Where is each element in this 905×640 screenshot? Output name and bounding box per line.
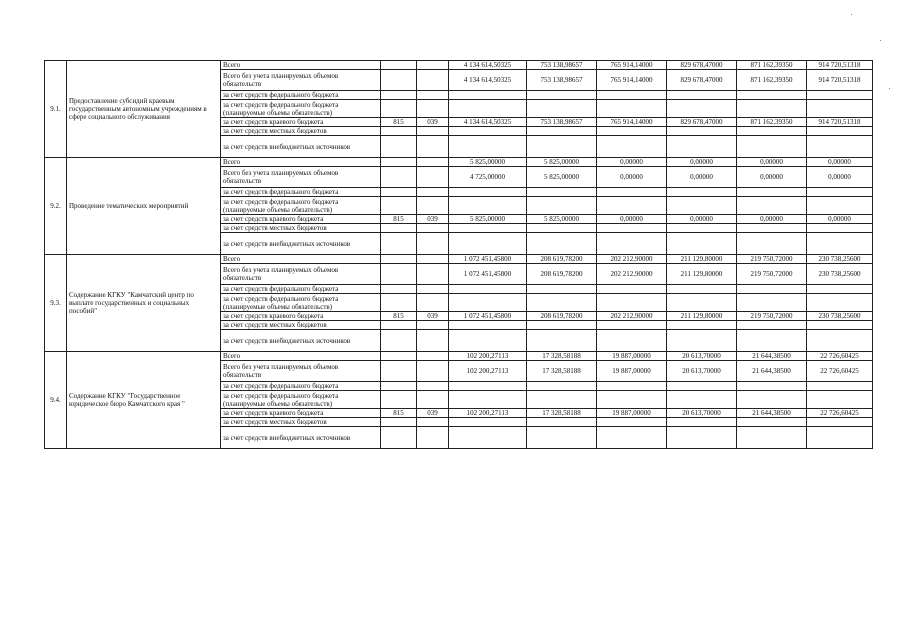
year-amount-cell — [737, 321, 807, 330]
program-code — [417, 321, 449, 330]
program-code: 039 — [417, 215, 449, 224]
year-amount-cell — [667, 294, 737, 312]
table-row — [45, 158, 873, 167]
year-amount-cell: 21 644,38500 — [737, 352, 807, 361]
year-amount-cell — [597, 427, 667, 449]
grbs-code — [381, 91, 417, 100]
total-amount-cell: 4 725,00000 — [449, 167, 527, 188]
year-amount-cell — [597, 136, 667, 158]
year-amount-cell: 19 887,00000 — [597, 409, 667, 418]
year-amount-cell — [807, 100, 873, 118]
block-name: Проведение тематических мероприятий — [67, 158, 221, 255]
total-amount-cell — [449, 294, 527, 312]
year-amount-cell: 230 738,25600 — [807, 255, 873, 264]
grbs-code — [381, 188, 417, 197]
funding-source-label: за счет средств краевого бюджета — [221, 312, 381, 321]
year-amount-cell: 219 750,72000 — [737, 312, 807, 321]
year-amount-cell: 211 129,80000 — [667, 255, 737, 264]
year-amount-cell — [527, 427, 597, 449]
year-amount-cell — [667, 382, 737, 391]
total-amount-cell — [449, 427, 527, 449]
year-amount-cell — [737, 294, 807, 312]
funding-source-label: Всего без учета планируемых объемов обязательств — [221, 361, 381, 382]
year-amount-cell — [527, 197, 597, 215]
total-amount-cell — [449, 233, 527, 255]
year-amount-cell — [737, 382, 807, 391]
funding-source-label: за счет средств федерального бюджета (планируемые объемы обязательств) — [221, 294, 381, 312]
year-amount-cell — [737, 233, 807, 255]
grbs-code — [381, 61, 417, 70]
scan-speck — [880, 40, 881, 41]
year-amount-cell: 5 825,00000 — [527, 215, 597, 224]
year-amount-cell: 871 162,39350 — [737, 61, 807, 70]
block-name: Содержание КГКУ "Камчатский центр по выплате государственных и социальных пособий" — [67, 255, 221, 352]
year-amount-cell — [807, 188, 873, 197]
program-code — [417, 158, 449, 167]
program-code — [417, 136, 449, 158]
year-amount-cell — [527, 391, 597, 409]
year-amount-cell — [807, 91, 873, 100]
year-amount-cell — [807, 285, 873, 294]
year-amount-cell — [807, 321, 873, 330]
program-code — [417, 264, 449, 285]
program-code: 039 — [417, 409, 449, 418]
grbs-code — [381, 167, 417, 188]
funding-source-label: за счет средств внебюджетных источников — [221, 136, 381, 158]
program-code — [417, 285, 449, 294]
year-amount-cell: 219 750,72000 — [737, 264, 807, 285]
year-amount-cell: 19 887,00000 — [597, 361, 667, 382]
year-amount-cell — [737, 136, 807, 158]
year-amount-cell: 208 619,78200 — [527, 312, 597, 321]
grbs-code: 815 — [381, 312, 417, 321]
total-amount-cell: 1 072 451,45800 — [449, 264, 527, 285]
funding-source-label: за счет средств федерального бюджета (планируемые объемы обязательств) — [221, 197, 381, 215]
year-amount-cell: 0,00000 — [807, 167, 873, 188]
program-code — [417, 418, 449, 427]
total-amount-cell — [449, 382, 527, 391]
year-amount-cell — [737, 330, 807, 352]
total-amount-cell: 4 134 614,50325 — [449, 70, 527, 91]
grbs-code — [381, 158, 417, 167]
year-amount-cell — [807, 136, 873, 158]
year-amount-cell — [737, 197, 807, 215]
year-amount-cell — [807, 427, 873, 449]
total-amount-cell — [449, 391, 527, 409]
total-amount-cell: 5 825,00000 — [449, 158, 527, 167]
year-amount-cell — [807, 197, 873, 215]
total-amount-cell: 4 134 614,50325 — [449, 61, 527, 70]
grbs-code: 815 — [381, 118, 417, 127]
year-amount-cell — [667, 427, 737, 449]
funding-source-label: за счет средств местных бюджетов — [221, 224, 381, 233]
grbs-code — [381, 294, 417, 312]
year-amount-cell — [667, 321, 737, 330]
program-code — [417, 255, 449, 264]
year-amount-cell — [667, 233, 737, 255]
funding-source-label: за счет средств местных бюджетов — [221, 321, 381, 330]
year-amount-cell — [737, 100, 807, 118]
grbs-code — [381, 224, 417, 233]
year-amount-cell: 208 619,78200 — [527, 264, 597, 285]
year-amount-cell: 914 720,51318 — [807, 70, 873, 91]
year-amount-cell — [527, 418, 597, 427]
year-amount-cell — [597, 294, 667, 312]
block-code: 9.4. — [45, 352, 67, 449]
funding-source-label: за счет средств федерального бюджета (планируемые объемы обязательств) — [221, 391, 381, 409]
grbs-code — [381, 321, 417, 330]
year-amount-cell: 17 328,58188 — [527, 361, 597, 382]
year-amount-cell: 22 726,60425 — [807, 352, 873, 361]
block-code: 9.3. — [45, 255, 67, 352]
year-amount-cell: 20 613,70000 — [667, 361, 737, 382]
year-amount-cell — [667, 136, 737, 158]
total-amount-cell — [449, 418, 527, 427]
total-amount-cell: 5 825,00000 — [449, 215, 527, 224]
year-amount-cell: 0,00000 — [597, 215, 667, 224]
funding-source-label: за счет средств федерального бюджета — [221, 91, 381, 100]
block-name: Содержание КГКУ "Государственное юридическое бюро Камчатского края " — [67, 352, 221, 449]
year-amount-cell — [597, 391, 667, 409]
year-amount-cell — [597, 188, 667, 197]
funding-source-label: за счет средств федерального бюджета — [221, 285, 381, 294]
program-code — [417, 61, 449, 70]
year-amount-cell — [667, 91, 737, 100]
funding-source-label: за счет средств внебюджетных источников — [221, 427, 381, 449]
total-amount-cell: 102 200,27113 — [449, 409, 527, 418]
grbs-code — [381, 361, 417, 382]
year-amount-cell: 0,00000 — [807, 158, 873, 167]
total-amount-cell — [449, 91, 527, 100]
year-amount-cell — [667, 391, 737, 409]
year-amount-cell — [737, 391, 807, 409]
grbs-code — [381, 330, 417, 352]
funding-source-label: Всего без учета планируемых объемов обязательств — [221, 70, 381, 91]
year-amount-cell — [667, 188, 737, 197]
year-amount-cell: 22 726,60425 — [807, 361, 873, 382]
year-amount-cell — [807, 391, 873, 409]
program-code — [417, 100, 449, 118]
total-amount-cell — [449, 285, 527, 294]
total-amount-cell — [449, 330, 527, 352]
year-amount-cell: 0,00000 — [597, 167, 667, 188]
year-amount-cell — [737, 127, 807, 136]
table-row — [45, 255, 873, 264]
total-amount-cell — [449, 188, 527, 197]
grbs-code — [381, 197, 417, 215]
total-amount-cell: 102 200,27113 — [449, 361, 527, 382]
total-amount-cell: 1 072 451,45800 — [449, 255, 527, 264]
year-amount-cell: 765 914,14000 — [597, 61, 667, 70]
program-code — [417, 233, 449, 255]
funding-source-label: за счет средств внебюджетных источников — [221, 233, 381, 255]
year-amount-cell — [667, 127, 737, 136]
program-code — [417, 361, 449, 382]
year-amount-cell — [807, 382, 873, 391]
year-amount-cell: 21 644,38500 — [737, 361, 807, 382]
grbs-code — [381, 264, 417, 285]
year-amount-cell — [527, 321, 597, 330]
year-amount-cell: 20 613,70000 — [667, 409, 737, 418]
grbs-code — [381, 418, 417, 427]
year-amount-cell — [667, 197, 737, 215]
year-amount-cell: 20 613,70000 — [667, 352, 737, 361]
year-amount-cell: 17 328,58188 — [527, 352, 597, 361]
grbs-code — [381, 100, 417, 118]
year-amount-cell: 5 825,00000 — [527, 158, 597, 167]
year-amount-cell: 871 162,39350 — [737, 70, 807, 91]
year-amount-cell — [597, 197, 667, 215]
scan-speck — [889, 88, 890, 89]
program-code: 039 — [417, 312, 449, 321]
funding-source-label: за счет средств местных бюджетов — [221, 418, 381, 427]
year-amount-cell — [737, 224, 807, 233]
funding-source-label: за счет средств внебюджетных источников — [221, 330, 381, 352]
year-amount-cell: 0,00000 — [667, 167, 737, 188]
year-amount-cell: 914 720,51318 — [807, 61, 873, 70]
year-amount-cell: 829 678,47000 — [667, 61, 737, 70]
year-amount-cell — [597, 91, 667, 100]
funding-source-label: за счет средств краевого бюджета — [221, 118, 381, 127]
year-amount-cell: 230 738,25600 — [807, 312, 873, 321]
year-amount-cell — [597, 418, 667, 427]
year-amount-cell: 765 914,14000 — [597, 70, 667, 91]
year-amount-cell — [737, 418, 807, 427]
year-amount-cell: 753 138,98657 — [527, 61, 597, 70]
program-code: 039 — [417, 118, 449, 127]
funding-source-label: Всего — [221, 61, 381, 70]
year-amount-cell: 765 914,14000 — [597, 118, 667, 127]
year-amount-cell: 208 619,78200 — [527, 255, 597, 264]
program-code — [417, 382, 449, 391]
year-amount-cell: 0,00000 — [737, 158, 807, 167]
year-amount-cell — [807, 233, 873, 255]
year-amount-cell — [527, 91, 597, 100]
year-amount-cell — [597, 233, 667, 255]
grbs-code — [381, 136, 417, 158]
year-amount-cell: 230 738,25600 — [807, 264, 873, 285]
program-code — [417, 330, 449, 352]
year-amount-cell — [597, 382, 667, 391]
year-amount-cell: 753 138,98657 — [527, 70, 597, 91]
total-amount-cell — [449, 136, 527, 158]
year-amount-cell: 914 720,51318 — [807, 118, 873, 127]
year-amount-cell: 0,00000 — [737, 167, 807, 188]
year-amount-cell — [667, 100, 737, 118]
program-code — [417, 224, 449, 233]
program-code — [417, 91, 449, 100]
block-code: 9.2. — [45, 158, 67, 255]
scan-speck — [851, 14, 852, 15]
year-amount-cell — [737, 427, 807, 449]
program-code — [417, 188, 449, 197]
year-amount-cell — [737, 285, 807, 294]
year-amount-cell — [667, 285, 737, 294]
grbs-code — [381, 391, 417, 409]
year-amount-cell: 0,00000 — [737, 215, 807, 224]
year-amount-cell — [597, 321, 667, 330]
funding-source-label: за счет средств местных бюджетов — [221, 127, 381, 136]
total-amount-cell — [449, 100, 527, 118]
year-amount-cell: 202 212,90000 — [597, 255, 667, 264]
year-amount-cell — [667, 418, 737, 427]
year-amount-cell: 202 212,90000 — [597, 312, 667, 321]
year-amount-cell — [807, 330, 873, 352]
year-amount-cell: 19 887,00000 — [597, 352, 667, 361]
year-amount-cell — [527, 233, 597, 255]
year-amount-cell — [527, 285, 597, 294]
year-amount-cell — [597, 285, 667, 294]
grbs-code — [381, 285, 417, 294]
program-code — [417, 197, 449, 215]
funding-source-label: Всего — [221, 158, 381, 167]
funding-source-label: за счет средств краевого бюджета — [221, 409, 381, 418]
year-amount-cell: 829 678,47000 — [667, 70, 737, 91]
year-amount-cell — [527, 188, 597, 197]
year-amount-cell: 22 726,60425 — [807, 409, 873, 418]
year-amount-cell — [667, 330, 737, 352]
year-amount-cell: 0,00000 — [667, 158, 737, 167]
grbs-code: 815 — [381, 409, 417, 418]
grbs-code — [381, 352, 417, 361]
total-amount-cell: 102 200,27113 — [449, 352, 527, 361]
total-amount-cell: 1 072 451,45800 — [449, 312, 527, 321]
program-code — [417, 391, 449, 409]
year-amount-cell — [527, 127, 597, 136]
grbs-code: 815 — [381, 215, 417, 224]
grbs-code — [381, 255, 417, 264]
year-amount-cell: 829 678,47000 — [667, 118, 737, 127]
grbs-code — [381, 427, 417, 449]
block-code: 9.1. — [45, 61, 67, 158]
funding-source-label: Всего — [221, 352, 381, 361]
year-amount-cell — [597, 127, 667, 136]
year-amount-cell: 21 644,38500 — [737, 409, 807, 418]
total-amount-cell — [449, 321, 527, 330]
year-amount-cell: 0,00000 — [597, 158, 667, 167]
year-amount-cell — [527, 136, 597, 158]
year-amount-cell: 202 212,90000 — [597, 264, 667, 285]
year-amount-cell — [737, 188, 807, 197]
total-amount-cell — [449, 127, 527, 136]
year-amount-cell — [667, 224, 737, 233]
grbs-code — [381, 127, 417, 136]
funding-source-label: за счет средств федерального бюджета (планируемые объемы обязательств) — [221, 100, 381, 118]
year-amount-cell — [597, 100, 667, 118]
program-code — [417, 427, 449, 449]
program-code — [417, 70, 449, 91]
grbs-code — [381, 382, 417, 391]
year-amount-cell — [527, 382, 597, 391]
year-amount-cell — [527, 294, 597, 312]
total-amount-cell — [449, 197, 527, 215]
year-amount-cell: 0,00000 — [807, 215, 873, 224]
funding-source-label: за счет средств федерального бюджета — [221, 188, 381, 197]
block-name: Предоставление субсидий краевым государственным автономным учреждениям в сфере социального обслуживания — [67, 61, 221, 158]
program-code — [417, 127, 449, 136]
grbs-code — [381, 233, 417, 255]
year-amount-cell — [807, 294, 873, 312]
funding-source-label: Всего без учета планируемых объемов обязательств — [221, 264, 381, 285]
year-amount-cell — [807, 224, 873, 233]
program-code — [417, 167, 449, 188]
year-amount-cell — [597, 224, 667, 233]
year-amount-cell — [737, 91, 807, 100]
funding-source-label: за счет средств краевого бюджета — [221, 215, 381, 224]
year-amount-cell: 17 328,58188 — [527, 409, 597, 418]
year-amount-cell — [527, 100, 597, 118]
total-amount-cell — [449, 224, 527, 233]
grbs-code — [381, 70, 417, 91]
table-row — [45, 61, 873, 70]
funding-source-label: Всего — [221, 255, 381, 264]
year-amount-cell: 0,00000 — [667, 215, 737, 224]
year-amount-cell: 753 138,98657 — [527, 118, 597, 127]
year-amount-cell: 5 825,00000 — [527, 167, 597, 188]
year-amount-cell: 211 129,80000 — [667, 264, 737, 285]
year-amount-cell: 211 129,80000 — [667, 312, 737, 321]
funding-source-label: за счет средств федерального бюджета — [221, 382, 381, 391]
total-amount-cell: 4 134 614,50325 — [449, 118, 527, 127]
year-amount-cell — [527, 330, 597, 352]
program-code — [417, 294, 449, 312]
year-amount-cell — [527, 224, 597, 233]
year-amount-cell: 219 750,72000 — [737, 255, 807, 264]
budget-table — [44, 60, 873, 449]
year-amount-cell — [597, 330, 667, 352]
year-amount-cell: 871 162,39350 — [737, 118, 807, 127]
year-amount-cell — [807, 127, 873, 136]
year-amount-cell — [807, 418, 873, 427]
funding-source-label: Всего без учета планируемых объемов обязательств — [221, 167, 381, 188]
program-code — [417, 352, 449, 361]
table-row — [45, 352, 873, 361]
